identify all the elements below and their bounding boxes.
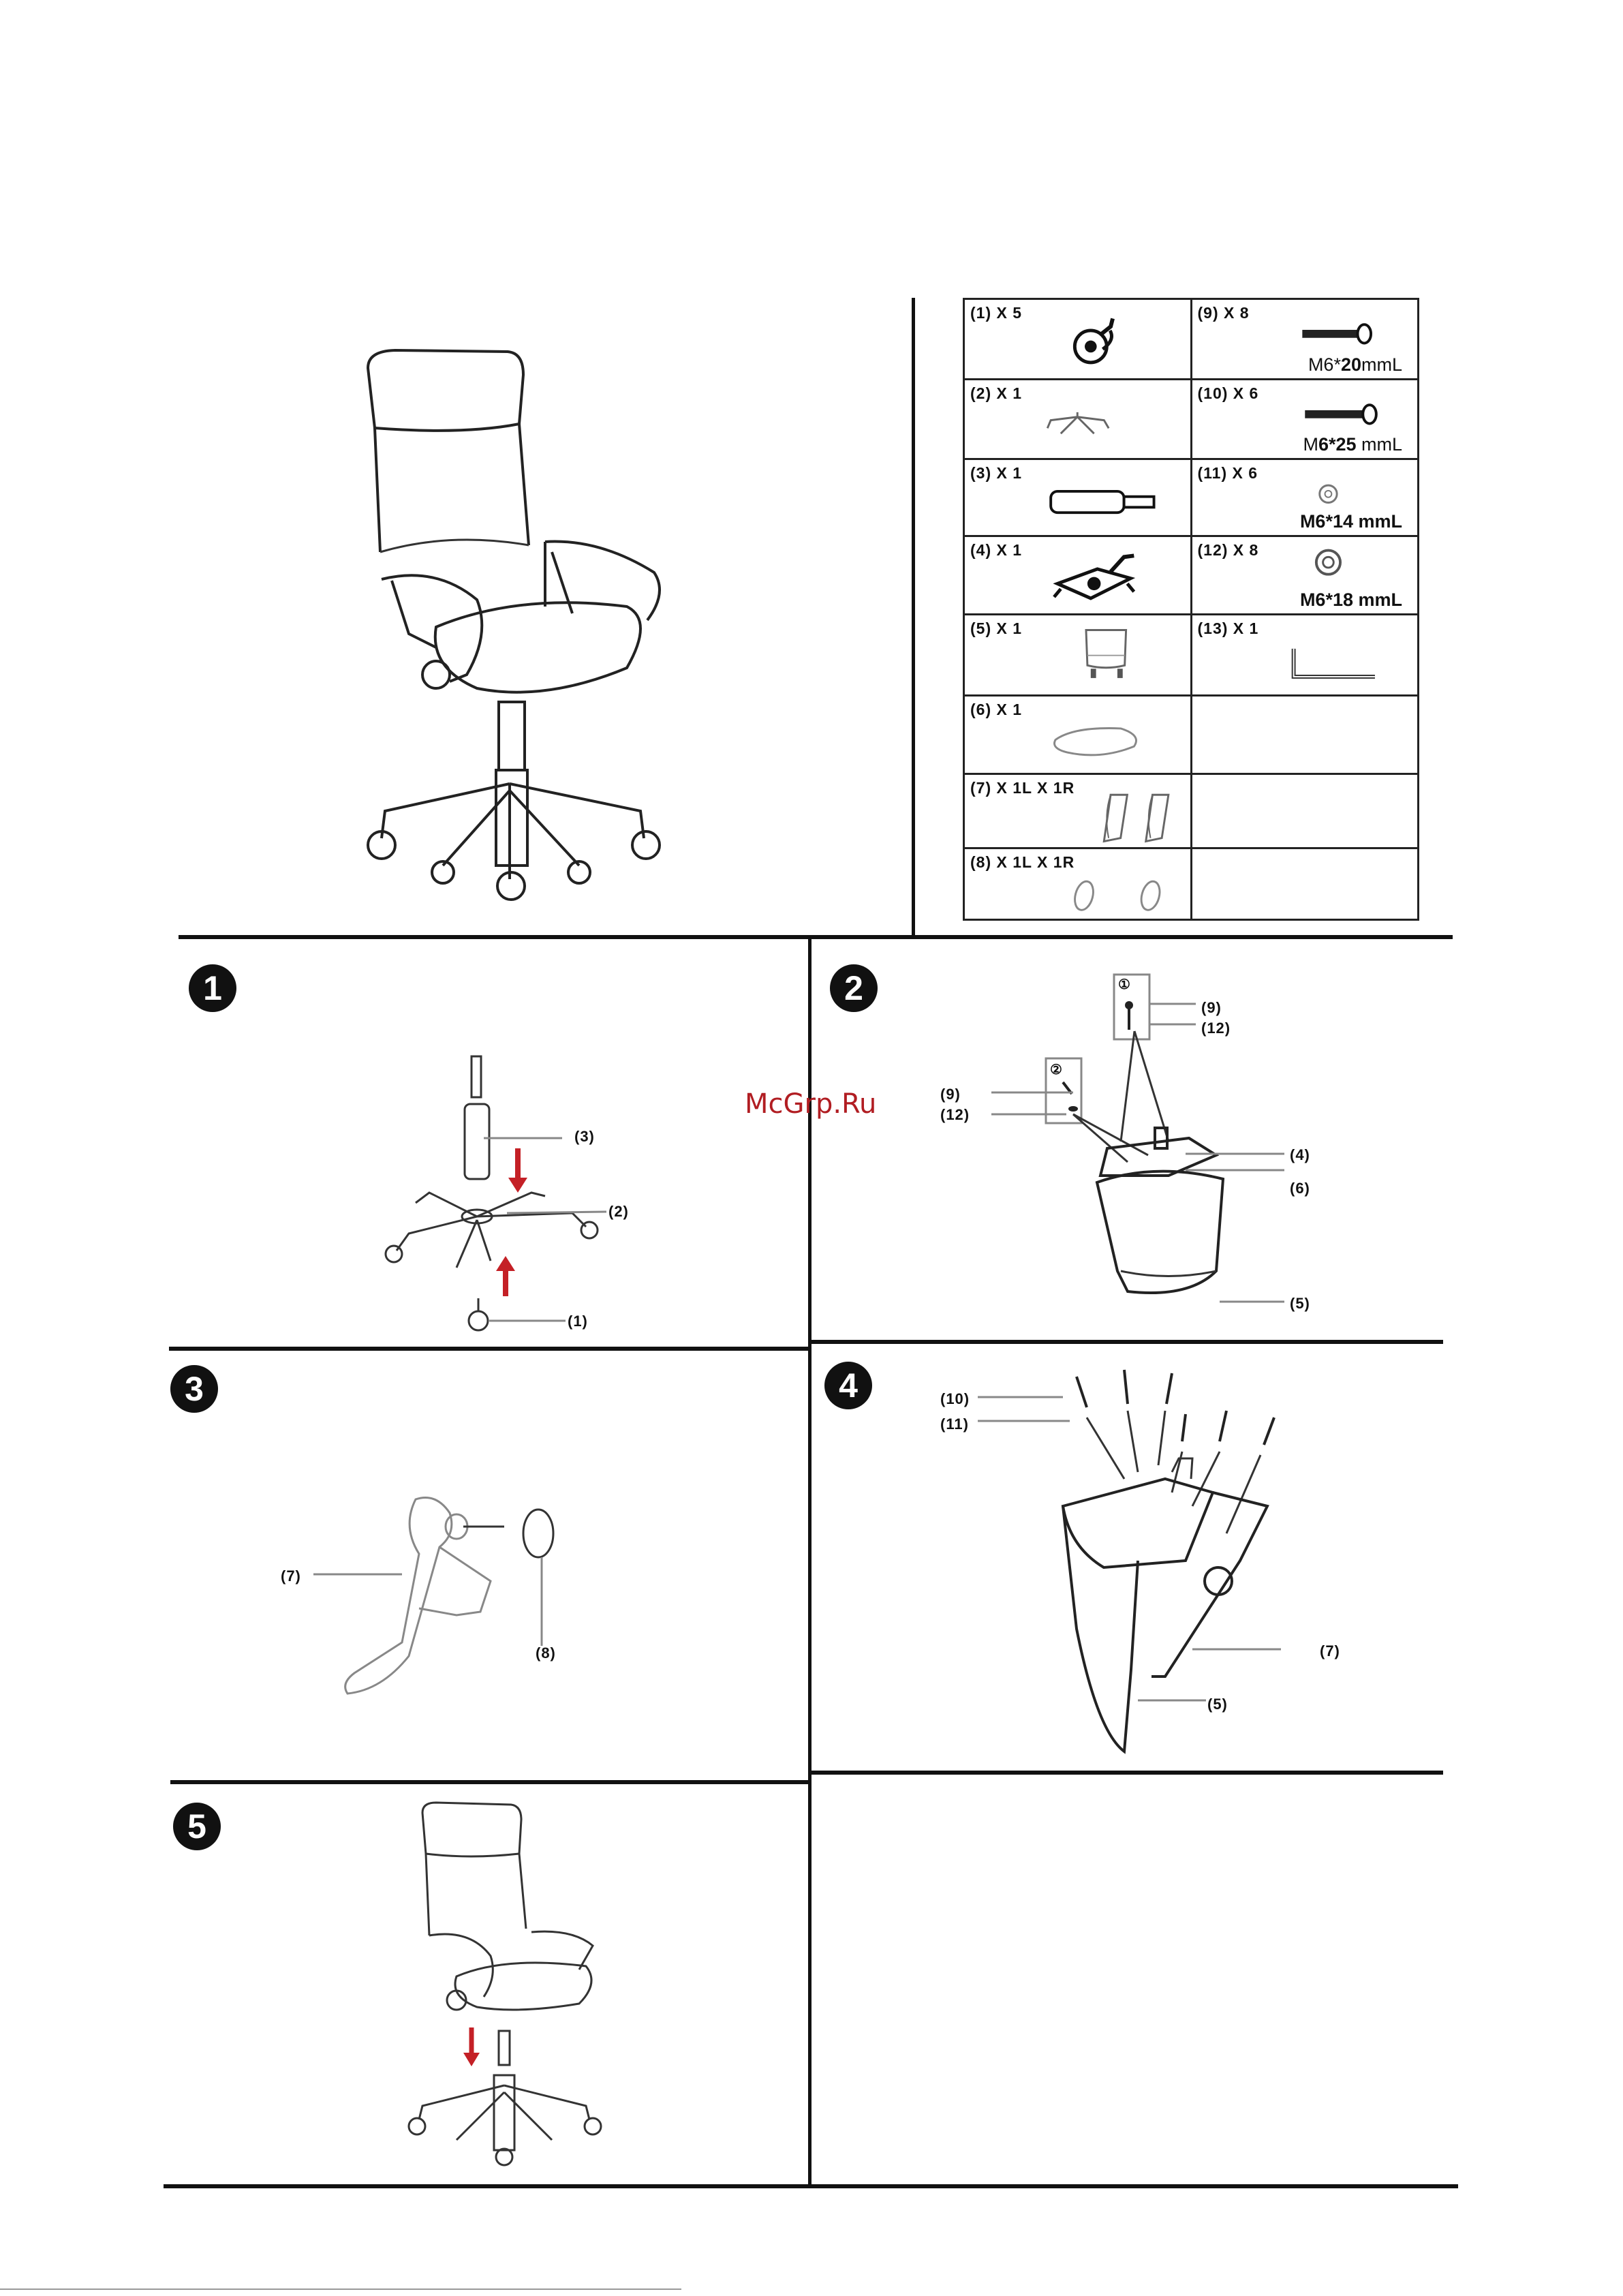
part-cell-7 — [964, 774, 1192, 848]
callout-label: (3) — [574, 1128, 595, 1145]
part-label: (6) X 1 — [970, 700, 1023, 718]
callout-label: (5) — [1290, 1295, 1310, 1312]
part-cell-empty-1 — [1191, 695, 1419, 774]
step-number-badge: 2 — [830, 964, 878, 1012]
part-label: (13) X 1 — [1197, 619, 1259, 638]
vertical-divider-steps — [808, 937, 812, 2184]
part-cell-empty-2 — [1191, 774, 1419, 848]
callout-label: (12) — [940, 1106, 970, 1123]
step-number-badge: 4 — [824, 1362, 872, 1409]
part-label: (12) X 8 — [1197, 541, 1259, 560]
armrest-icon — [965, 775, 1190, 846]
detail-mark: ① — [1118, 977, 1131, 992]
part-label: (11) X 6 — [1197, 463, 1258, 482]
star-base-icon — [965, 380, 1190, 457]
part-spec: M6*18 mmL — [1299, 590, 1402, 611]
callout-label: (7) — [281, 1567, 301, 1585]
callout-label: (10) — [940, 1390, 970, 1407]
step-number-badge: 3 — [170, 1365, 218, 1413]
callout-label: (2) — [608, 1203, 629, 1220]
callout-label: (1) — [568, 1313, 588, 1330]
part-label: (7) X 1L X 1R — [970, 779, 1075, 797]
horizontal-divider-2a — [169, 1347, 809, 1351]
part-label: (9) X 8 — [1197, 304, 1250, 322]
part-cell-4 — [964, 536, 1192, 615]
callout-label: (12) — [1201, 1020, 1231, 1037]
part-cell-empty-3 — [1191, 848, 1419, 919]
part-label: (5) X 1 — [970, 619, 1023, 638]
part-cell-3 — [964, 459, 1192, 536]
part-cell-8 — [964, 848, 1192, 919]
step-number-badge: 5 — [173, 1803, 221, 1850]
part-spec: M6*25 mmL — [1303, 433, 1402, 455]
part-label: (3) X 1 — [970, 463, 1023, 482]
part-cell-1 — [964, 299, 1192, 380]
part-label: (1) X 5 — [970, 304, 1023, 322]
callout-label: (9) — [1201, 999, 1222, 1016]
callout-label: (9) — [940, 1086, 961, 1103]
parts-list-table — [963, 298, 1419, 921]
gas-lift-icon — [965, 460, 1190, 535]
part-cell-11 — [1191, 459, 1419, 536]
horizontal-divider-1 — [179, 935, 1453, 939]
callout-label: (8) — [536, 1644, 556, 1662]
part-label: (4) X 1 — [970, 541, 1023, 560]
footer-hairline — [0, 2289, 681, 2290]
callout-label: (4) — [1290, 1146, 1310, 1163]
step-number-badge: 1 — [189, 964, 236, 1012]
horizontal-divider-3a — [170, 1780, 808, 1784]
armrest-cap-icon — [965, 849, 1190, 919]
detail-mark: ② — [1050, 1062, 1063, 1077]
part-spec: M6*20mmL — [1308, 354, 1402, 376]
tilt-mechanism-icon — [965, 537, 1190, 613]
part-cell-5 — [964, 615, 1192, 695]
top-vertical-divider — [912, 298, 915, 935]
part-cell-12 — [1191, 536, 1419, 615]
part-spec: M6*14 mmL — [1299, 511, 1402, 532]
horizontal-divider-2b — [809, 1340, 1443, 1344]
caster-wheel-icon — [965, 300, 1190, 378]
seat-icon — [965, 697, 1190, 773]
callout-label: (6) — [1290, 1180, 1310, 1197]
part-cell-13 — [1191, 615, 1419, 695]
callout-label: (11) — [940, 1415, 969, 1433]
part-cell-6 — [964, 695, 1192, 774]
part-cell-10 — [1191, 380, 1419, 459]
backrest-icon — [965, 615, 1190, 694]
step-3-armrest-illustration — [300, 1486, 572, 1711]
part-label: (8) X 1L X 1R — [970, 853, 1075, 871]
part-label: (2) X 1 — [970, 384, 1023, 403]
callout-label: (7) — [1320, 1642, 1340, 1659]
allen-key-icon — [1192, 615, 1418, 694]
step-4-armrest-fitting-illustration — [940, 1356, 1363, 1779]
step-5-final-assembly-illustration — [395, 1799, 620, 2167]
part-cell-2 — [964, 380, 1192, 459]
part-cell-9 — [1191, 299, 1419, 380]
step-1-base-assembly-illustration — [354, 1050, 627, 1343]
callout-label: (5) — [1207, 1696, 1228, 1713]
horizontal-divider-bottom — [164, 2184, 1458, 2188]
assembled-chair-illustration — [341, 348, 695, 934]
part-label: (10) X 6 — [1197, 384, 1259, 403]
watermark: McGrp.Ru — [745, 1088, 877, 1120]
